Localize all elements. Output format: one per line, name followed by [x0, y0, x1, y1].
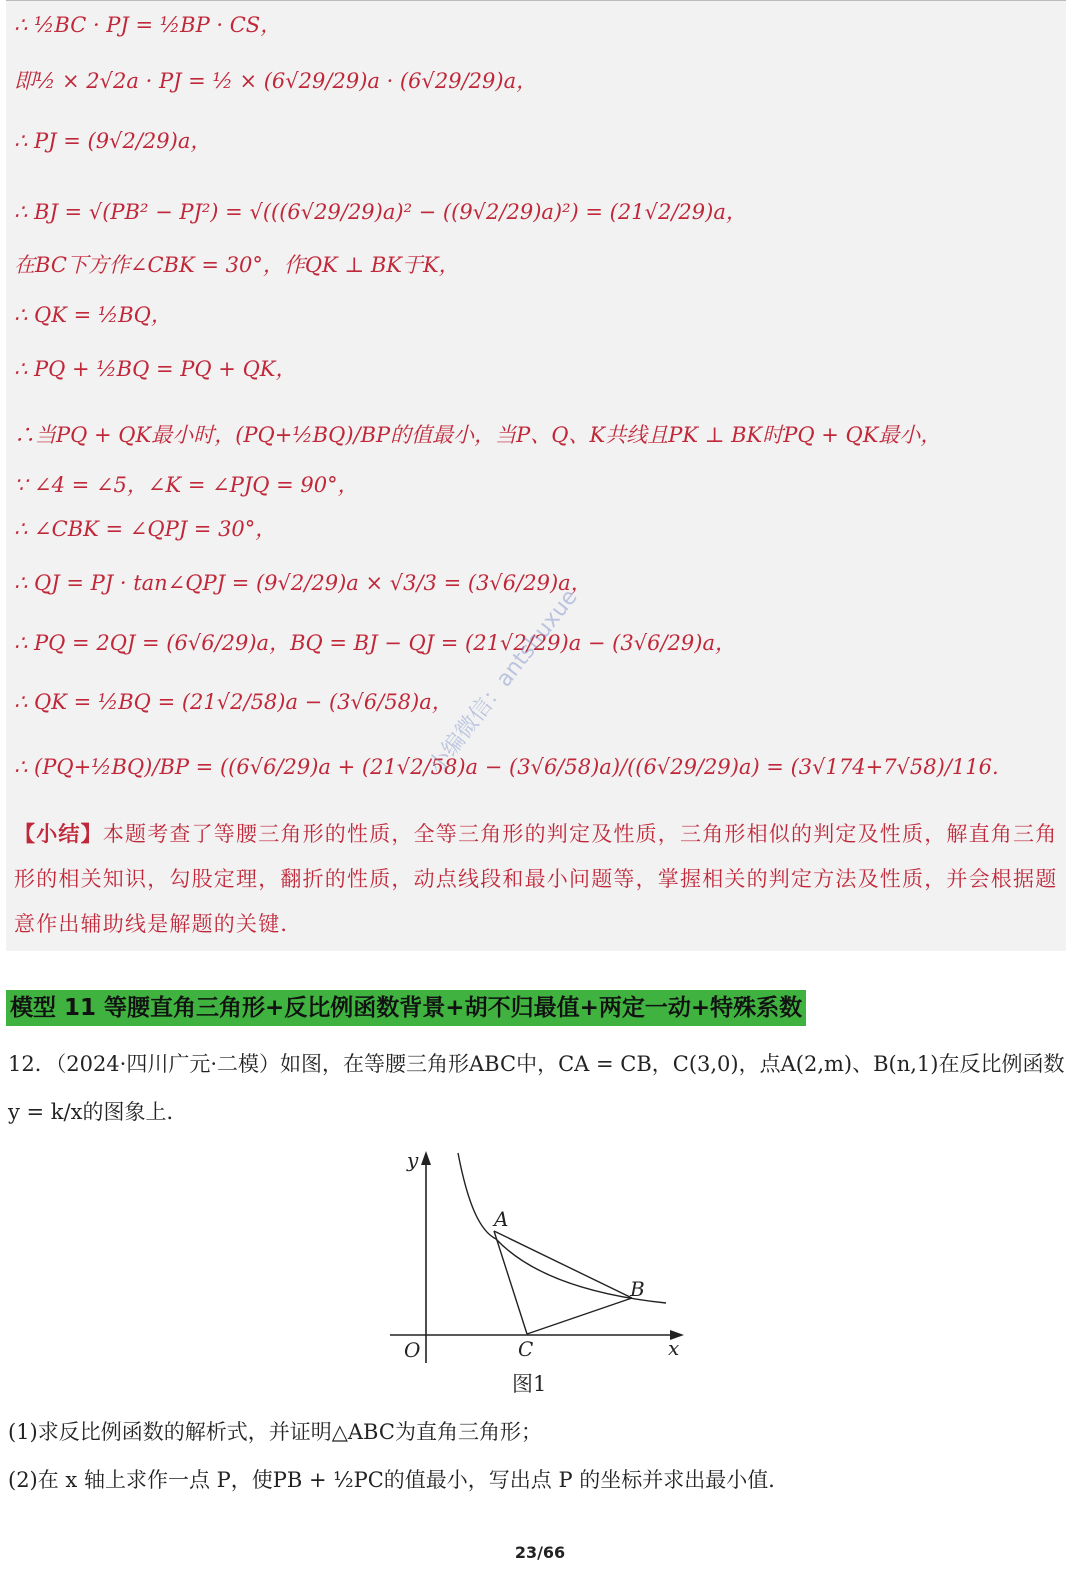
solution-block: [6, 0, 1066, 951]
problem-statement: 12．（2024·四川广元·二模）如图，在等腰三角形ABC中，CA = CB，C(3,0)，点A(2,m)、B(n,1)在反比例函数y = k/x的图象上．: [8, 1052, 1065, 1124]
figure-caption: 图1: [512, 1372, 547, 1396]
model-title-banner: 模型 11 等腰直角三角形+反比例函数背景+胡不归最值+两定一动+特殊系数: [6, 990, 806, 1026]
summary-tag: 【小结】: [14, 821, 103, 846]
solution-line-5: 在BC下方作∠CBK = 30°，作QK ⊥ BK于K，: [14, 253, 460, 277]
label-a: A: [494, 1207, 509, 1231]
segment-cb: [527, 1298, 632, 1334]
solution-line-2: 即½ × 2√2a · PJ = ½ × (6√29/29)a · (6√29/29)a，: [14, 69, 538, 93]
summary-paragraph: [14, 811, 1064, 947]
label-o: O: [404, 1338, 421, 1362]
watermark: 小编微信：antshuxue: [423, 585, 583, 779]
segment-ab: [494, 1231, 632, 1298]
solution-line-8: ∴当PQ + QK最小时，(PQ+½BQ)/BP的值最小，当P、Q、K共线且PK ⊥ BK时PQ + QK最小，: [14, 423, 942, 447]
solution-line-1: ∴ ½BC · PJ = ½BP · CS，: [14, 13, 282, 37]
solution-line-9: ∵ ∠4 = ∠5，∠K = ∠PJQ = 90°，: [14, 473, 359, 497]
figure-diagram: [380, 1145, 690, 1370]
solution-line-7: ∴ PQ + ½BQ = PQ + QK，: [14, 357, 297, 381]
solution-line-13: ∴ QK = ½BQ = (21√2/58)a − (3√6/58)a，: [14, 690, 453, 714]
summary-text: 本题考查了等腰三角形的性质，全等三角形的判定及性质，三角形相似的判定及性质，解直角三角形的相关知识，勾股定理，翻折的性质，动点线段和最小问题等，掌握相关的判定方法及性质，并会根据题意作出辅助线是解题的关键．: [14, 822, 1058, 936]
question-1: (1)求反比例函数的解析式，并证明△ABC为直角三角形；: [8, 1420, 542, 1444]
solution-line-12: ∴ PQ = 2QJ = (6√6/29)a，BQ = BJ − QJ = (21√2/29)a − (3√6/29)a，: [14, 631, 736, 655]
y-axis-arrow: [421, 1151, 431, 1165]
solution-line-4: ∴ BJ = √(PB² − PJ²) = √(((6√29/29)a)² − ((9√2/29)a)²) = (21√2/29)a，: [14, 200, 747, 224]
solution-line-11: ∴ QJ = PJ · tan∠QPJ = (9√2/29)a × √3/3 = (3√6/29)a，: [14, 571, 592, 595]
label-c: C: [518, 1337, 534, 1361]
label-b: B: [630, 1277, 645, 1301]
label-x: x: [668, 1336, 680, 1360]
solution-line-3: ∴ PJ = (9√2/29)a，: [14, 129, 212, 153]
label-y: y: [407, 1148, 419, 1172]
solution-line-10: ∴ ∠CBK = ∠QPJ = 30°，: [14, 517, 277, 541]
page-number: 23/66: [514, 1543, 566, 1562]
solution-line-14: ∴ (PQ+½BQ)/BP = ((6√6/29)a + (21√2/58)a − (3√6/58)a)/((6√29/29)a) = (3√174+7√58)/116.: [14, 755, 999, 779]
question-2: (2)在 x 轴上求作一点 P，使PB + ½PC的值最小，写出点 P 的坐标并求出最小值．: [8, 1468, 790, 1492]
solution-line-6: ∴ QK = ½BQ，: [14, 303, 172, 327]
segment-ac: [494, 1231, 527, 1334]
